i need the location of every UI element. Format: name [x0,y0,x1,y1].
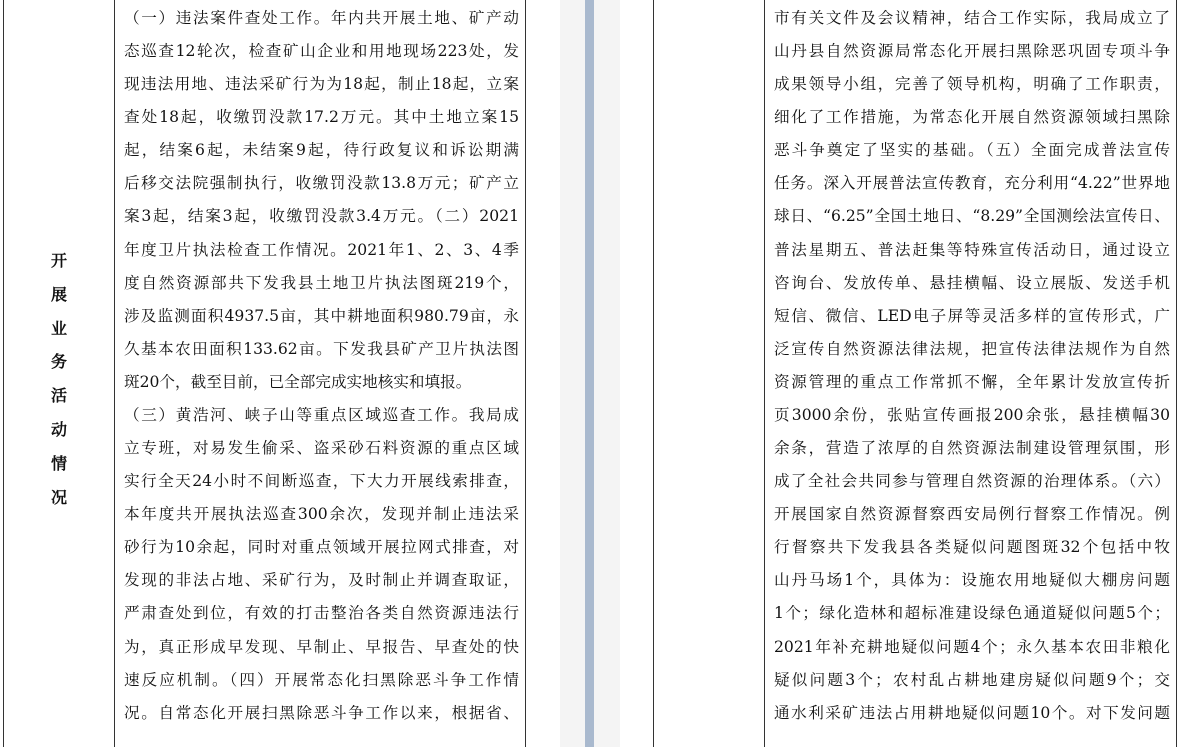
content-cell-right [765,0,1176,747]
text-line: 普法星期五、普法赶集等特殊宣传活动日，通过设立 [774,240,1170,259]
text-line: 细化了工作措施，为常态化开展自然资源领域扫黑除 [774,108,1170,127]
text-line: 成果领导小组，完善了领导机构，明确了工作职责， [774,75,1170,94]
text-line: 余条，营造了浓厚的自然资源法制建设管理氛围，形 [774,439,1170,458]
text-line: 立专班，对易发生偷采、盗采砂石料资源的重点区域 [124,439,519,458]
text-line: 为，真正形成早发现、早制止、早报告、早查处的快 [124,637,519,656]
text-line: 通水利采矿违法占用耕地疑似问题10个。对下发问题 [774,703,1170,722]
text-line: 速反应机制。（四）开展常态化扫黑除恶斗争工作情 [124,670,519,689]
text-line: 起，结案6起，未结案9起，待行政复议和诉讼期满 [124,141,519,160]
text-line: 任务。深入开展普法宣传教育，充分利用“4.22”世界地 [774,174,1170,193]
text-line: 球日、“6.25”全国土地日、“8.29”全国测绘法宣传日、 [774,207,1170,226]
text-line: 短信、微信、LED电子屏等灵活多样的宣传形式，广 [774,306,1170,325]
row-label-char: 况 [50,487,67,507]
text-line: 查处18起，收缴罚没款17.2万元。其中土地立案15 [124,108,519,127]
row-label-vertical [4,244,114,514]
text-line: （三）黄浩河、峡子山等重点区域巡查工作。我局成 [124,405,519,424]
text-line: 况。自常态化开展扫黑除恶斗争工作以来，根据省、 [124,703,519,722]
text-line: 资源管理的重点工作常抓不懈，全年累计发放宣传折 [774,372,1170,391]
text-line: 后移交法院强制执行，收缴罚没款13.8万元；矿产立 [124,174,519,193]
text-line: 2021年补充耕地疑似问题4个；永久基本农田非粮化 [774,637,1170,656]
text-line: 恶斗争奠定了坚实的基础。（五）全面完成普法宣传 [774,141,1170,160]
row-label-char: 务 [50,352,67,372]
table-frame-right [653,0,1177,747]
text-line: 泛宣传自然资源法律法规，把宣传法律法规作为自然 [774,339,1170,358]
text-line: 山丹马场1个，具体为：设施农用地疑似大棚房问题 [774,571,1170,590]
text-line: 年度卫片执法检查工作情况。2021年1、2、3、4季 [124,240,519,259]
row-label-char: 动 [50,419,67,439]
text-line: 案3起，结案3起，收缴罚没款3.4万元。（二）2021 [124,207,519,226]
text-line: 度自然资源部共下发我县土地卫片执法图斑219个， [124,273,519,292]
text-line: 1个；绿化造林和超标准建设绿色通道疑似问题5个； [774,604,1170,623]
text-line: 久基本农田面积133.62亩。下发我县矿产卫片执法图 [124,339,519,358]
text-line: 疑似问题3个；农村乱占耕地建房疑似问题9个；交 [774,670,1170,689]
row-label-cell [4,0,115,747]
text-line: 市有关文件及会议精神，结合工作实际，我局成立了 [774,9,1170,27]
content-cell-left [115,0,525,747]
row-label-cell-empty [654,0,765,747]
document-page-left [0,0,560,747]
text-line: 态巡查12轮次，检查矿山企业和用地现场223处，发 [124,42,519,61]
document-page-right [620,0,1180,747]
text-line: 发现的非法占地、采矿行为，及时制止并调查取证， [124,571,519,590]
row-label-char: 开 [50,251,67,270]
row-label-char: 展 [50,284,67,304]
table-frame-left [3,0,526,747]
text-line: 页3000余份，张贴宣传画报200余张，悬挂横幅30 [774,405,1170,424]
text-line: 斑20个，截至目前，已全部完成实地核实和填报。 [124,372,472,391]
row-label-char: 情 [50,453,67,473]
text-line: 砂行为10余起，同时对重点领域开展拉网式排查，对 [124,538,519,557]
row-label-char: 业 [50,318,67,338]
row-label-char: 活 [50,386,67,406]
text-line: 成了全社会共同参与管理自然资源的治理体系。（六） [774,472,1170,491]
page-separator-bar [585,0,594,747]
text-line: 咨询台、发放传单、悬挂横幅、设立展版、发送手机 [774,273,1170,292]
text-line: 本年度共开展执法巡查300余次，发现并制止违法采 [124,505,519,524]
text-line: （一）违法案件查处工作。年内共开展土地、矿产动 [124,9,519,27]
text-line: 涉及监测面积4937.5亩，其中耕地面积980.79亩，永 [124,306,519,325]
text-line: 现违法用地、违法采矿行为为18起，制止18起，立案 [124,75,519,94]
text-line: 开展国家自然资源督察西安局例行督察工作情况。例 [774,505,1170,524]
text-line: 严肃查处到位，有效的打击整治各类自然资源违法行 [124,604,519,623]
text-line: 实行全天24小时不间断巡查，下大力开展线索排查， [124,472,519,491]
text-line: 行督察共下发我县各类疑似问题图斑32个包括中牧 [774,538,1170,557]
text-line: 山丹县自然资源局常态化开展扫黑除恶巩固专项斗争 [774,42,1170,61]
